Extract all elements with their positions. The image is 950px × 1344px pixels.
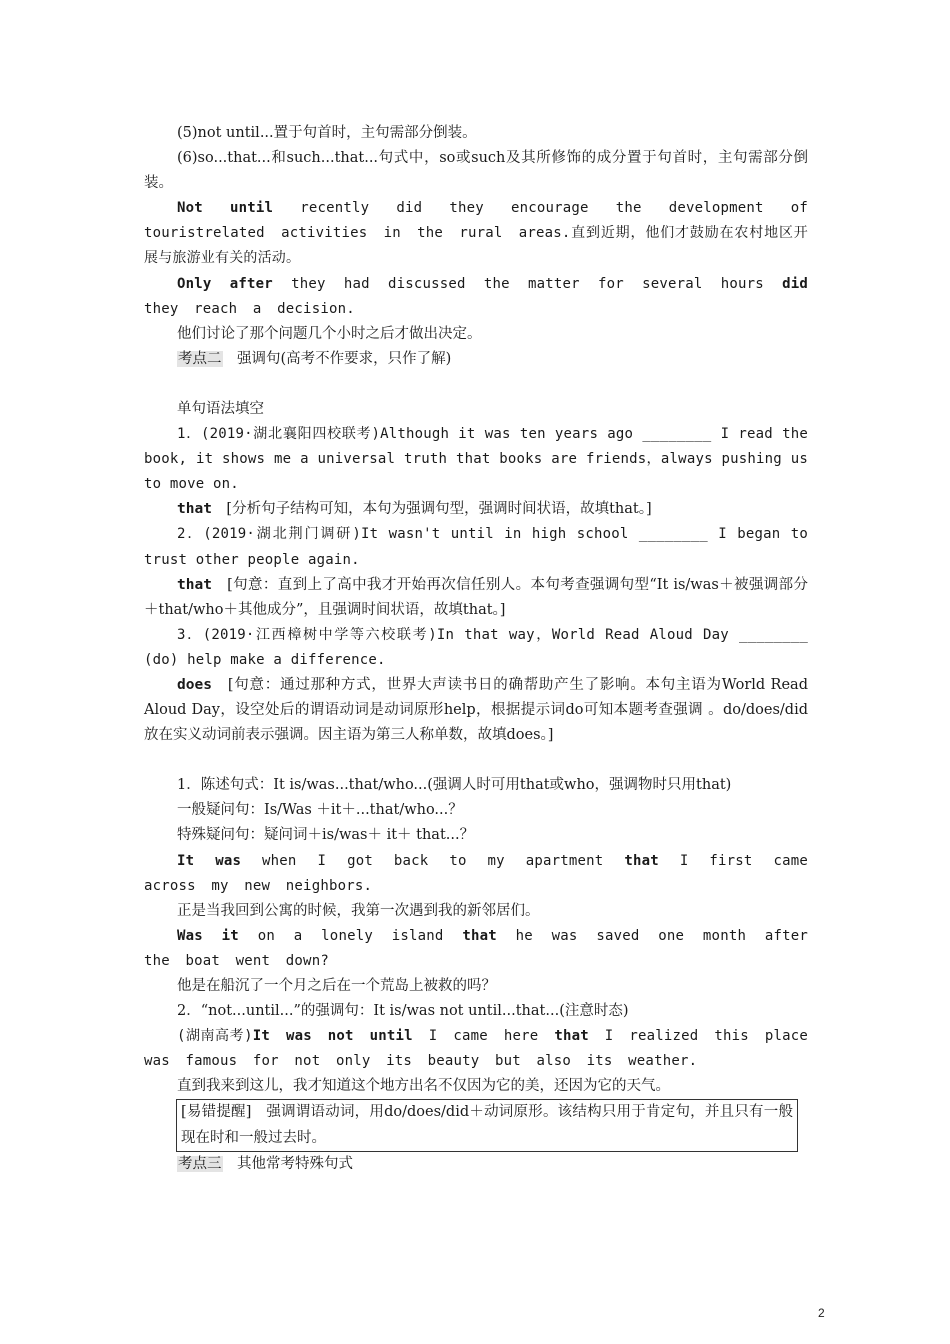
answer-explanation: [句意：通过那种方式，世界大声读书日的确帮助产生了影响。本句主语为World Read Aloud Day，设空处后的谓语动词是动词原形help，根据提示词do可知本题考查强调 。do/does/did放在实义动词前表示强调。因主语为第三人称单数，故填does。] — [144, 676, 808, 744]
bold-keyword: that — [624, 852, 659, 869]
example-was-it — [144, 924, 808, 974]
answer-3 — [144, 673, 808, 748]
section-title: 强调句(高考不作要求，只作了解) — [237, 350, 452, 367]
bold-keyword: It was — [177, 852, 242, 869]
section-heading-2 — [144, 347, 808, 372]
rule-6: (6)so...that...和such...that...句式中，so或such及其所修饰的成分置于句首时，主句需部分倒装。 — [144, 150, 808, 192]
bold-keyword: that — [462, 927, 497, 944]
bold-keyword: Not until — [177, 200, 274, 217]
section-title: 其他常考特殊句式 — [237, 1155, 353, 1172]
section-heading-3 — [144, 1152, 808, 1177]
example-text: I came here — [412, 1028, 555, 1045]
example-it-was — [144, 849, 808, 899]
example-translation: 直到我来到这儿，我才知道这个地方出名不仅因为它的美，还因为它的天气。 — [177, 1078, 670, 1095]
example-text: they reach a decision. — [144, 300, 355, 317]
example-text: recently did they encourage the development of touristrelated activities in the rural areas.直到近期，他们才鼓励在农村地区开展与旅游业有关的活动。 — [144, 200, 808, 267]
example-text: I realized this place was famous for not only its beauty but also its weather. — [144, 1028, 808, 1070]
example-translation: 他是在船沉了一个月之后在一个荒岛上被救的吗？ — [177, 978, 496, 994]
example-translation: 正是当我回到公寓的时候，我第一次遇到我的新邻居们。 — [177, 902, 540, 919]
answer-2 — [144, 573, 808, 623]
rule-general-question: 一般疑问句：Is/Was ＋it＋...that/who...？ — [177, 802, 463, 819]
example-only-after — [144, 272, 808, 322]
example-text: when I got back to my apartment — [241, 852, 625, 869]
answer-word: does — [177, 676, 212, 693]
bold-keyword: that — [554, 1028, 589, 1045]
answer-word: that — [177, 576, 212, 593]
example-not-until — [144, 196, 808, 271]
answer-explanation: [句意：直到上了高中我才开始再次信任别人。本句考查强调句型“It is/was＋被强调部分＋that/who＋其他成分”，且强调时间状语，故填that。] — [144, 576, 808, 618]
bold-keyword: Only after — [177, 275, 273, 292]
rule-not-until: 2．“not...until...”的强调句：It is/was not until...that...(注意时态) — [177, 1003, 629, 1020]
exercise-title: 单句语法填空 — [177, 400, 264, 417]
bold-keyword: did — [782, 275, 808, 292]
example-text: I first came across my new neighbors. — [144, 852, 808, 894]
example-text: they had discussed the matter for several hours — [272, 275, 783, 292]
answer-explanation: [分析句子结构可知，本句为强调句型，强调时间状语，故填that。] — [211, 501, 652, 518]
rule-special-question: 特殊疑问句：疑问词＋is/was＋ it＋ that...？ — [177, 827, 475, 844]
question-2: 2．(2019·湖北荆门调研)It wasn't until in high school ________ I began to trust other people again. — [144, 526, 808, 568]
question-3: 3．(2019·江西樟树中学等六校联考)In that way，World Read Aloud Day ________ (do) help make a difference. — [144, 626, 808, 668]
page-number: 2 — [818, 1306, 825, 1320]
rule-5: (5)not until...置于句首时，主句需部分倒装。 — [177, 125, 477, 141]
source-tag: (湖南高考) — [177, 1028, 253, 1045]
bold-keyword: It was not until — [252, 1028, 413, 1045]
tip-box — [176, 1099, 798, 1151]
answer-word: that — [177, 501, 212, 518]
answer-1 — [144, 497, 808, 522]
example-text: he was saved one month after the boat went down? — [144, 927, 809, 969]
question-1: 1．(2019·湖北襄阳四校联考)Although it was ten years ago ________ I read the book, it shows me a universal truth that books are friends，always pushing us to move on. — [144, 426, 808, 493]
bold-keyword: Was it — [177, 927, 239, 944]
example-text: on a lonely island — [238, 927, 463, 944]
tip-text: [易错提醒] 强调谓语动词，用do/does/did＋动词原形。该结构只用于肯定句，并且只有一般现在时和一般过去时。 — [181, 1104, 793, 1146]
section-label: 考点二 — [178, 350, 222, 367]
example-translation: 他们讨论了那个问题几个小时之后才做出决定。 — [177, 325, 482, 342]
page-content — [144, 121, 808, 1177]
example-hunan — [144, 1024, 808, 1074]
section-label: 考点三 — [178, 1155, 222, 1172]
rule-statement: 1．陈述句式：It is/was...that/who...(强调人时可用that或who，强调物时只用that) — [177, 777, 732, 794]
